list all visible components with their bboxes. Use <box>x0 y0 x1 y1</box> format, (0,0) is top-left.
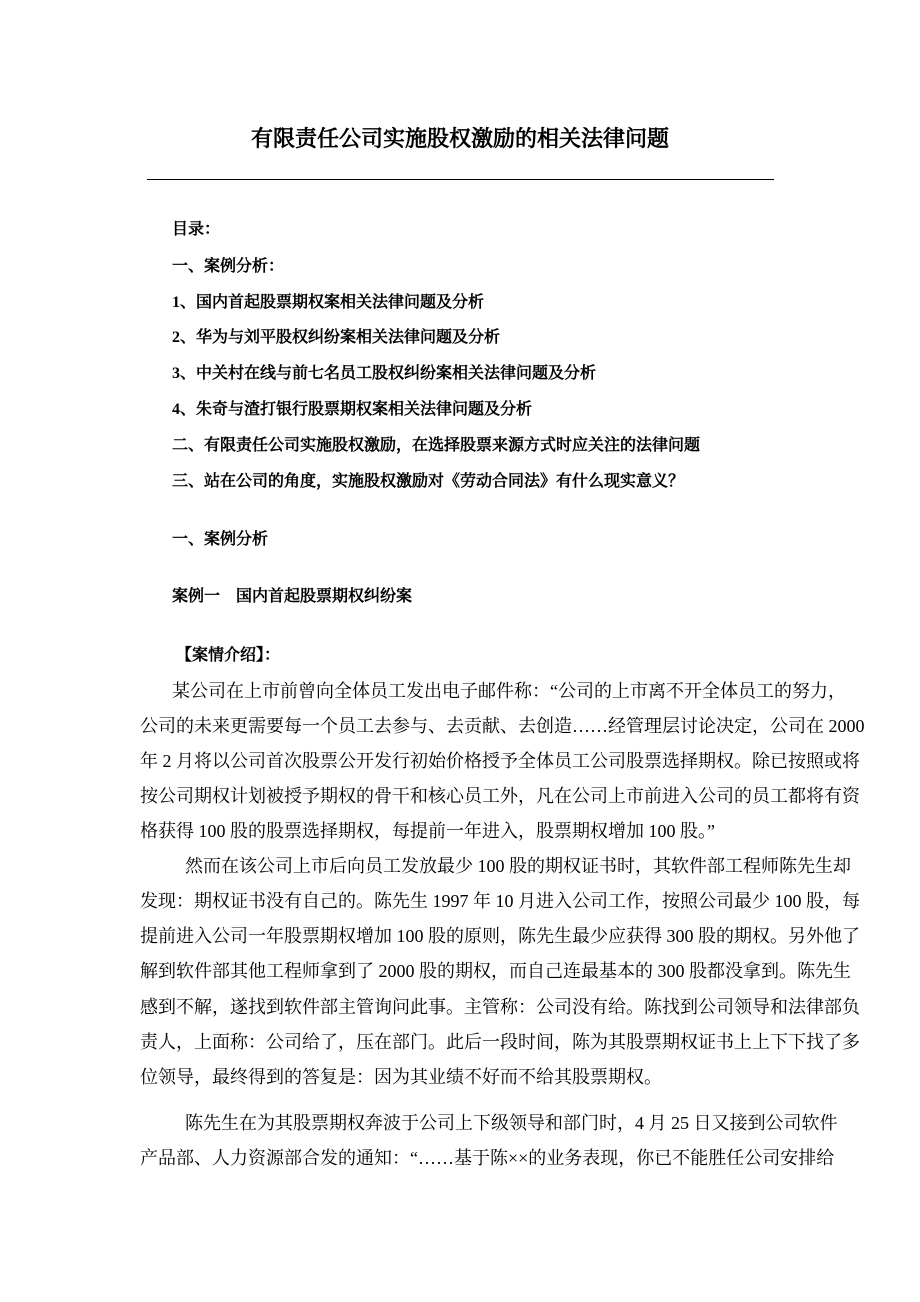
intro-heading: 【案情介绍】： <box>176 647 281 664</box>
body-line: 然而在该公司上市后向员工发放最少 100 股的期权证书时，其软件部工程师陈先生却 <box>185 856 851 876</box>
toc-item: 二、有限责任公司实施股权激励，在选择股票来源方式时应关注的法律问题 <box>172 437 701 454</box>
section-heading: 一、案例分析 <box>172 531 269 548</box>
case-heading: 案例一 国内首起股票期权纠纷案 <box>172 588 413 605</box>
body-line: 格获得 100 股的股票选择期权，每提前一年进入，股票期权增加 100 股。” <box>140 821 715 841</box>
toc-item: 三、站在公司的角度，实施股权激励对《劳动合同法》有什么现实意义？ <box>172 473 685 490</box>
toc-item: 3、中关村在线与前七名员工股权纠纷案相关法律问题及分析 <box>172 365 597 382</box>
toc-item: 2、华为与刘平股权纠纷案相关法律问题及分析 <box>172 329 501 346</box>
toc-heading: 目录： <box>172 221 221 238</box>
body-line: 按公司期权计划被授予期权的骨干和核心员工外，凡在公司上市前进入公司的员工都将有资 <box>140 786 860 806</box>
body-line: 解到软件部其他工程师拿到了 2000 股的期权，而自己连最基本的 300 股都没拿到。陈先生 <box>140 961 851 981</box>
title-divider <box>147 179 774 180</box>
body-line: 责人，上面称：公司给了，压在部门。此后一段时间，陈为其股票期权证书上上下下找了多 <box>140 1032 860 1052</box>
body-line: 陈先生在为其股票期权奔波于公司上下级领导和部门时，4 月 25 日又接到公司软件 <box>185 1113 838 1133</box>
body-line: 产品部、人力资源部合发的通知：“……基于陈××的业务表现，你已不能胜任公司安排给 <box>140 1148 835 1168</box>
toc-item: 一、案例分析： <box>172 258 285 275</box>
body-line: 公司的未来更需要每一个员工去参与、去贡献、去创造……经管理层讨论决定，公司在 2000 <box>140 716 865 736</box>
toc-item: 1、国内首起股票期权案相关法律问题及分析 <box>172 294 485 311</box>
document-title: 有限责任公司实施股权激励的相关法律问题 <box>250 126 669 151</box>
toc-item: 4、朱奇与渣打银行股票期权案相关法律问题及分析 <box>172 401 533 418</box>
body-line: 某公司在上市前曾向全体员工发出电子邮件称：“公司的上市离不开全体员工的努力， <box>172 681 846 701</box>
body-line: 感到不解，遂找到软件部主管询问此事。主管称：公司没有给。陈找到公司领导和法律部负 <box>140 997 860 1017</box>
body-line: 位领导，最终得到的答复是：因为其业绩不好而不给其股票期权。 <box>140 1067 662 1087</box>
body-line: 发现：期权证书没有自己的。陈先生 1997 年 10 月进入公司工作，按照公司最少 100 股，每 <box>140 891 860 911</box>
body-line: 年 2 月将以公司首次股票公开发行初始价格授予全体员工公司股票选择期权。除已按照或将 <box>140 751 860 771</box>
body-line: 提前进入公司一年股票期权增加 100 股的原则，陈先生最少应获得 300 股的期权。另外他了 <box>140 926 860 946</box>
